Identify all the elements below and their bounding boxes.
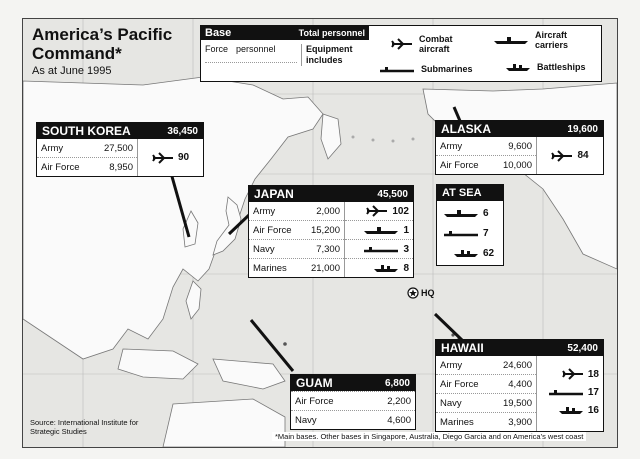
base-name: AT SEA [442, 187, 482, 199]
legend-total-label: Total personnel [298, 28, 365, 38]
carrier-icon [363, 225, 399, 235]
equipment-value: 102 [392, 205, 409, 217]
base-at-sea [436, 184, 504, 266]
base-total: 19,600 [567, 123, 598, 135]
force-label: Navy [295, 414, 317, 426]
base-name: ALASKA [441, 122, 491, 136]
base-name: SOUTH KOREA [42, 124, 131, 138]
base-name: GUAM [296, 376, 333, 390]
map-title [32, 25, 182, 77]
base-alaska [435, 120, 604, 175]
legend-aircraft-carriers: Aircraft carriers [535, 30, 569, 50]
submarine-icon [379, 64, 415, 74]
aircraft-icon [551, 150, 573, 162]
subtitle: As at June 1995 [32, 65, 112, 77]
aircraft-icon [152, 152, 174, 164]
footnote: *Main bases. Other bases in Singapore, Australia, Diego Garcia and on America’s west coast [272, 432, 586, 441]
base-name: HAWAII [441, 341, 484, 355]
base-guam [290, 374, 416, 430]
force-value: 2,200 [387, 395, 411, 407]
force-label: Army [41, 142, 64, 154]
equipment-value: 3 [403, 243, 409, 255]
force-value: 24,600 [502, 359, 532, 371]
equipment-value: 7 [483, 227, 489, 239]
legend-base-label: Base [205, 27, 232, 39]
battleship-icon [558, 405, 584, 415]
force-value: 4,600 [387, 414, 411, 426]
equipment-value: 17 [587, 386, 599, 398]
carrier-icon [443, 208, 479, 218]
title-line-2: Command* [32, 44, 122, 63]
base-hawaii [435, 339, 604, 432]
legend-combat-aircraft: Combat aircraft [419, 34, 453, 54]
force-label: Navy [253, 243, 275, 255]
force-label: Army [440, 359, 463, 371]
hq-label: HQ [421, 288, 435, 298]
source-note: Source: International Institute for Strategic Studies [30, 418, 139, 436]
force-value: 19,500 [502, 397, 532, 409]
battleship-icon [373, 263, 399, 273]
submarine-icon [363, 244, 399, 254]
force-value: 3,900 [508, 416, 532, 428]
equipment-value: 8 [403, 262, 409, 274]
force-label: Marines [440, 416, 474, 428]
force-value: 15,200 [310, 224, 340, 236]
legend-equipment-label: Equipment includes [301, 44, 372, 66]
aircraft-icon [562, 368, 584, 380]
force-label: Air Force [295, 395, 334, 407]
base-name: JAPAN [254, 187, 294, 201]
force-value: 4,400 [508, 378, 532, 390]
star-icon [407, 287, 419, 299]
force-value: 8,950 [109, 161, 133, 173]
equipment-value: 84 [577, 150, 589, 161]
aircraft-icon [391, 38, 413, 50]
hq-marker [407, 287, 435, 299]
base-south-korea [36, 122, 204, 177]
force-label: Army [440, 140, 463, 152]
base-total: 6,800 [384, 377, 410, 389]
legend-submarines: Submarines [421, 64, 473, 74]
base-total: 36,450 [167, 125, 198, 137]
force-label: Air Force [253, 224, 292, 236]
battleship-icon [453, 248, 479, 258]
force-value: 21,000 [310, 262, 340, 274]
base-total: 45,500 [377, 188, 408, 200]
force-label: Army [253, 205, 276, 217]
equipment-value: 6 [483, 207, 489, 219]
submarine-icon [548, 387, 584, 397]
force-label: Air Force [440, 159, 479, 171]
title-line-1: America’s Pacific [32, 25, 173, 44]
legend [200, 25, 602, 82]
force-value: 27,500 [103, 142, 133, 154]
battleship-icon [505, 62, 531, 72]
equipment-value: 62 [483, 247, 495, 259]
base-total: 52,400 [567, 342, 598, 354]
carrier-icon [493, 35, 529, 45]
force-value: 10,000 [502, 159, 532, 171]
equipment-value: 90 [177, 152, 190, 163]
force-label: Navy [440, 397, 462, 409]
equipment-value: 1 [403, 224, 409, 236]
force-value: 2,000 [316, 205, 340, 217]
equipment-value: 16 [587, 404, 599, 416]
base-japan [248, 185, 414, 278]
legend-force-label: Force [205, 44, 229, 54]
equipment-value: 18 [587, 368, 599, 380]
force-label: Air Force [440, 378, 479, 390]
submarine-icon [443, 228, 479, 238]
force-value: 7,300 [316, 243, 340, 255]
force-value: 9,600 [508, 140, 532, 152]
aircraft-icon [366, 205, 388, 217]
force-label: Marines [253, 262, 287, 274]
legend-personnel-label: personnel [236, 44, 276, 54]
legend-battleships: Battleships [537, 62, 586, 72]
force-label: Air Force [41, 161, 80, 173]
